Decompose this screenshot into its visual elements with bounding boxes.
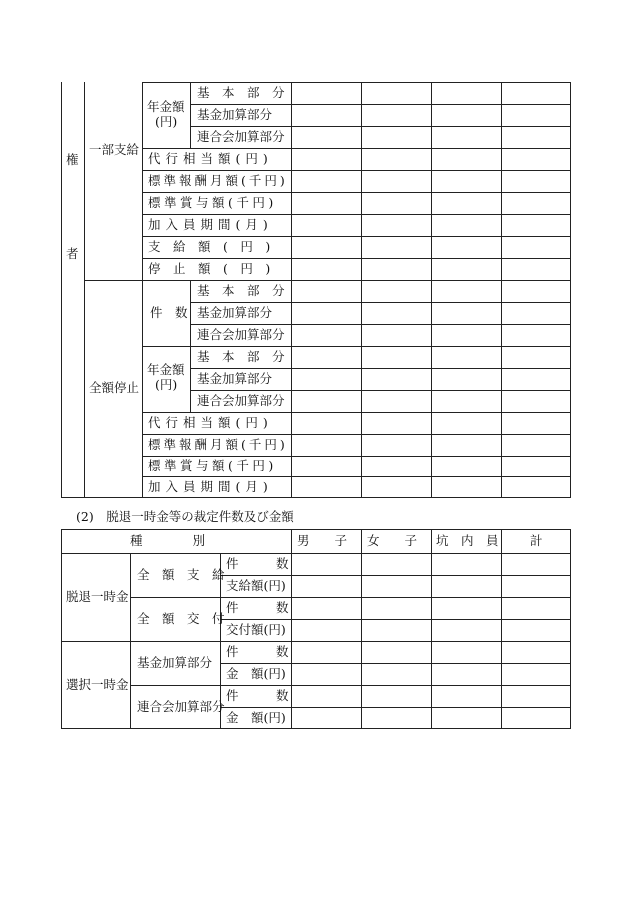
full-stop-pension-label-2: (円) <box>155 377 178 392</box>
section-2-heading: (2) 脱退一時金等の裁定件数及び金額 <box>76 509 294 524</box>
header-male: 男 子 <box>297 533 348 548</box>
partial-payment-label: 一部支給 <box>89 142 140 157</box>
full-stop-label: 全額停止 <box>89 380 140 395</box>
full-stop-pension-row: 連合会加算部分 <box>197 393 285 408</box>
side-char-bottom: 者 <box>66 246 79 261</box>
withdrawal-group-label: 全 額 交 付 <box>137 611 225 626</box>
full-stop-pension-label-1: 年金額 <box>147 362 185 377</box>
partial-pension-row: 連合会加算部分 <box>197 129 285 144</box>
full-stop-pension-row: 基 本 部 分 <box>197 349 285 364</box>
full-stop-row-label: 加入員期間(月) <box>148 479 273 494</box>
full-stop-row-label: 標準報酬月額(千円) <box>148 437 288 452</box>
selective-row-label: 件 数 <box>226 688 289 703</box>
selective-group-label: 連合会加算部分 <box>137 699 225 714</box>
full-stop-count-row: 基金加算部分 <box>197 305 273 320</box>
withdrawal-row-label: 件 数 <box>226 556 289 571</box>
full-stop-pension-row: 基金加算部分 <box>197 371 273 386</box>
header-female: 女 子 <box>367 533 418 548</box>
header-kind: 種 別 <box>130 533 206 548</box>
selective-row-label: 金 額(円) <box>226 666 286 681</box>
withdrawal-row-label: 交付額(円) <box>226 622 286 637</box>
withdrawal-group-label: 全 額 支 給 <box>137 567 225 582</box>
partial-pension-label-1: 年金額 <box>147 99 185 114</box>
full-stop-count-row: 基 本 部 分 <box>197 283 285 298</box>
partial-row-label: 加入員期間(月) <box>148 217 273 232</box>
withdrawal-row-label: 件 数 <box>226 600 289 615</box>
withdrawal-row-label: 支給額(円) <box>226 578 286 593</box>
full-stop-count-label: 件 数 <box>150 305 188 320</box>
withdrawal-label: 脱退一時金 <box>66 589 129 604</box>
full-stop-count-row: 連合会加算部分 <box>197 327 285 342</box>
partial-row-label: 支 給 額 ( 円 ) <box>148 239 271 254</box>
partial-row-label: 停 止 額 ( 円 ) <box>148 261 271 276</box>
selective-label: 選択一時金 <box>66 677 129 692</box>
selective-row-label: 金 額(円) <box>226 710 286 725</box>
partial-row-label: 標準報酬月額(千円) <box>148 173 288 188</box>
partial-row-label: 代行相当額(円) <box>148 151 273 166</box>
selective-group-label: 基金加算部分 <box>137 655 213 670</box>
partial-pension-row: 基金加算部分 <box>197 107 273 122</box>
partial-row-label: 標準賞与額(千円) <box>148 195 277 210</box>
full-stop-row-label: 標準賞与額(千円) <box>148 458 277 473</box>
partial-pension-row: 基 本 部 分 <box>197 85 285 100</box>
header-miner: 坑 内 員 <box>436 533 499 548</box>
selective-row-label: 件 数 <box>226 644 289 659</box>
partial-pension-label-2: (円) <box>155 114 178 129</box>
full-stop-row-label: 代行相当額(円) <box>148 415 273 430</box>
side-char-top: 権 <box>66 152 79 167</box>
header-total: 計 <box>530 533 543 548</box>
